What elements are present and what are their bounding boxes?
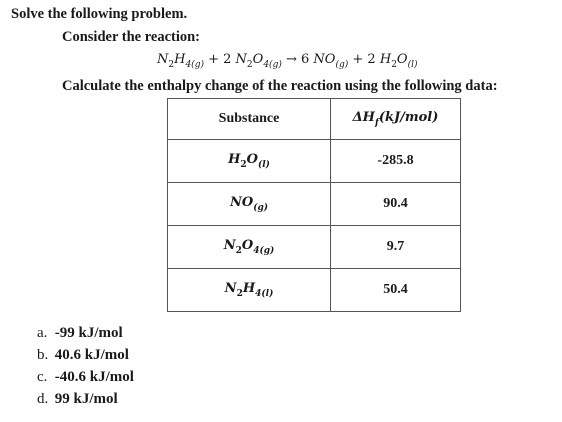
reaction-equation: $N_2H_{4(g)} + 2$ $N_2O_{4(g)} \to 6$ $NO_{(g)} + 2$ $H_2O_{(l)}$ — [157, 52, 418, 70]
header-substance: Substance — [168, 99, 331, 140]
table-row — [168, 269, 461, 312]
option-letter: c. — [37, 369, 48, 385]
enthalpy-value: -285.8 — [331, 140, 461, 183]
option-text: -40.6 kJ/mol — [54, 369, 134, 385]
option-letter: a. — [37, 325, 48, 341]
substance-cell: $NO_{(g)}$ — [168, 183, 331, 226]
enthalpy-value: 90.4 — [331, 183, 461, 226]
table-header-row — [168, 99, 461, 140]
option-a[interactable] — [37, 325, 123, 342]
substance-cell: $N_2O_{4(g)}$ — [168, 226, 331, 269]
option-letter: b. — [37, 347, 49, 363]
substance-cell: $H_2O_{(l)}$ — [168, 140, 331, 183]
problem-intro: Consider the reaction: — [62, 29, 201, 45]
enthalpy-value: 50.4 — [331, 269, 461, 312]
option-c[interactable] — [37, 369, 134, 386]
enthalpy-table — [167, 98, 461, 312]
option-b[interactable] — [37, 347, 129, 364]
problem-instruction: Calculate the enthalpy change of the reaction using the following data: — [62, 78, 498, 94]
table-row — [168, 183, 461, 226]
table-row — [168, 226, 461, 269]
problem-title: Solve the following problem. — [11, 6, 188, 22]
option-text: 40.6 kJ/mol — [54, 347, 129, 363]
table-row — [168, 140, 461, 183]
enthalpy-value: 9.7 — [331, 226, 461, 269]
header-enthalpy: $\Delta H_f(kJ/mol)$ — [331, 99, 461, 140]
option-text: -99 kJ/mol — [54, 325, 123, 341]
option-letter: d. — [37, 391, 49, 407]
option-d[interactable] — [37, 391, 118, 408]
substance-cell: $N_2H_{4(l)}$ — [168, 269, 331, 312]
option-text: 99 kJ/mol — [54, 391, 118, 407]
